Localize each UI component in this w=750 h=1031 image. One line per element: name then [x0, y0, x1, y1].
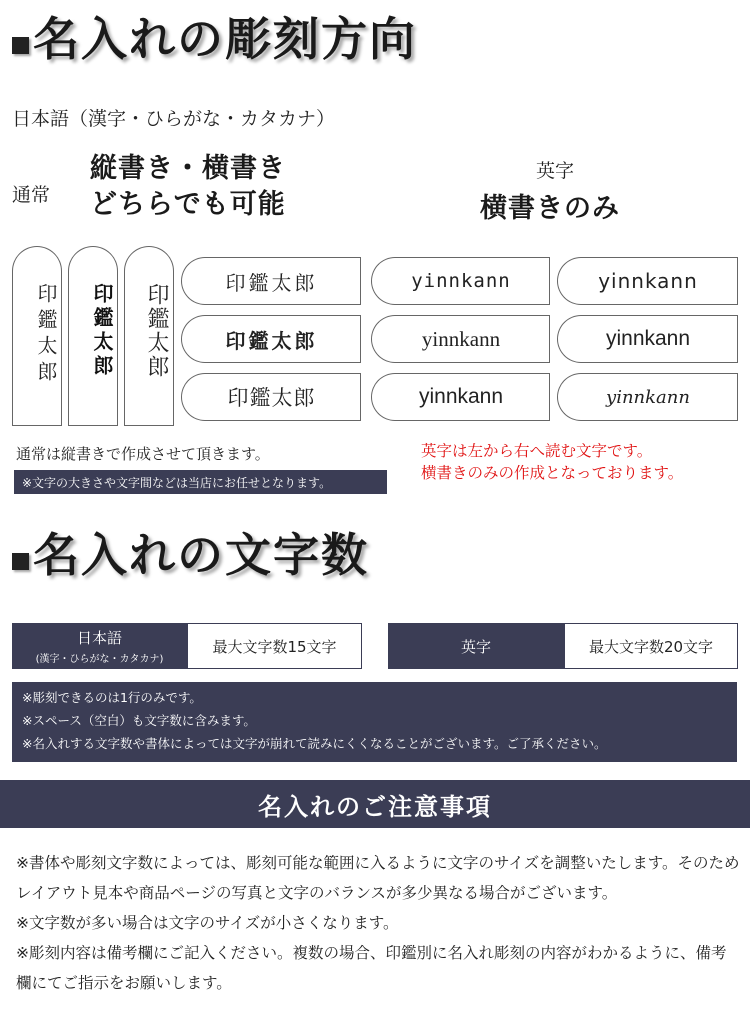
caution-paragraph-3: ※彫刻内容は備考欄にご記入ください。複数の場合、印鑑別に名入れ彫刻の内容がわかるように、備考欄にてご指示をお願いします。 — [16, 944, 727, 992]
horizontal-jp-sample-3: 印鑑太郎 — [181, 373, 361, 421]
bullet-square-icon — [12, 37, 29, 54]
english-sample-1: yinnkann — [371, 257, 550, 305]
japanese-scripts-label: 日本語（漢字・ひらがな・カタカナ） — [12, 108, 336, 130]
cautions-text — [16, 848, 740, 998]
horizontal-jp-sample-1: 印鑑太郎 — [181, 257, 361, 305]
cautions-banner: 名入れのご注意事項 — [0, 780, 750, 828]
jp-count-label: 日本語 (漢字・ひらがな・カタカナ) — [12, 623, 187, 669]
vertical-sample-2 — [68, 246, 118, 426]
en-max-count: 最大文字数20文字 — [564, 623, 738, 669]
english-sample-6: yinnkann — [557, 373, 738, 421]
jp-max-count: 最大文字数15文字 — [187, 623, 362, 669]
english-sample-3: yinnkann — [371, 315, 550, 363]
size-spacing-note: ※文字の大きさや文字間などは当店にお任せとなります。 — [14, 470, 387, 494]
en-direction: 横書きのみ — [480, 193, 620, 224]
count-note-1: ※彫刻できるのは1行のみです。 — [22, 690, 202, 705]
english-sample-4: yinnkann — [557, 315, 738, 363]
section-engraving-direction-title: 名入れの彫刻方向 — [12, 16, 417, 62]
english-reading-note: 英字は左から右へ読む文字です。 — [421, 442, 653, 460]
en-count-label: 英字 — [388, 623, 564, 669]
caution-paragraph-2: ※文字数が多い場合は文字のサイズが小さくなります。 — [16, 914, 399, 932]
vertical-sample-3 — [124, 246, 174, 426]
bullet-square-icon — [12, 553, 29, 570]
english-sample-2: yinnkann — [557, 257, 738, 305]
jp-direction-line1: 縦書き・横書き — [90, 153, 286, 184]
caution-paragraph-1: ※書体や彫刻文字数によっては、彫刻可能な範囲に入るように文字のサイズを調整いたします。そのためレイアウト見本や商品ページの写真と文字のバランスが多少異なる場合がございます。 — [16, 854, 740, 902]
vertical-sample-1 — [12, 246, 62, 426]
jp-direction-line2: どちらでも可能 — [90, 189, 286, 220]
english-sample-5: yinnkann — [371, 373, 550, 421]
count-notes — [12, 682, 737, 762]
english-label: 英字 — [536, 160, 575, 182]
count-note-3: ※名入れする文字数や書体によっては文字が崩れて読みにくくなることがございます。ご了承ください。 — [22, 736, 607, 751]
normal-vertical-note: 通常は縦書きで作成させて頂きます。 — [16, 445, 270, 463]
vertical-sample-text: 印鑑太郎 — [90, 283, 114, 379]
vertical-sample-text: 印鑑太郎 — [145, 283, 170, 379]
normal-label: 通常 — [12, 184, 51, 206]
count-note-2: ※スペース（空白）も文字数に含みます。 — [22, 713, 256, 728]
english-horizontal-only-note: 横書きのみの作成となっております。 — [421, 464, 684, 482]
section-character-count-title: 名入れの文字数 — [12, 532, 369, 578]
vertical-sample-text: 印鑑太郎 — [34, 283, 58, 387]
horizontal-jp-sample-2: 印鑑太郎 — [181, 315, 361, 363]
